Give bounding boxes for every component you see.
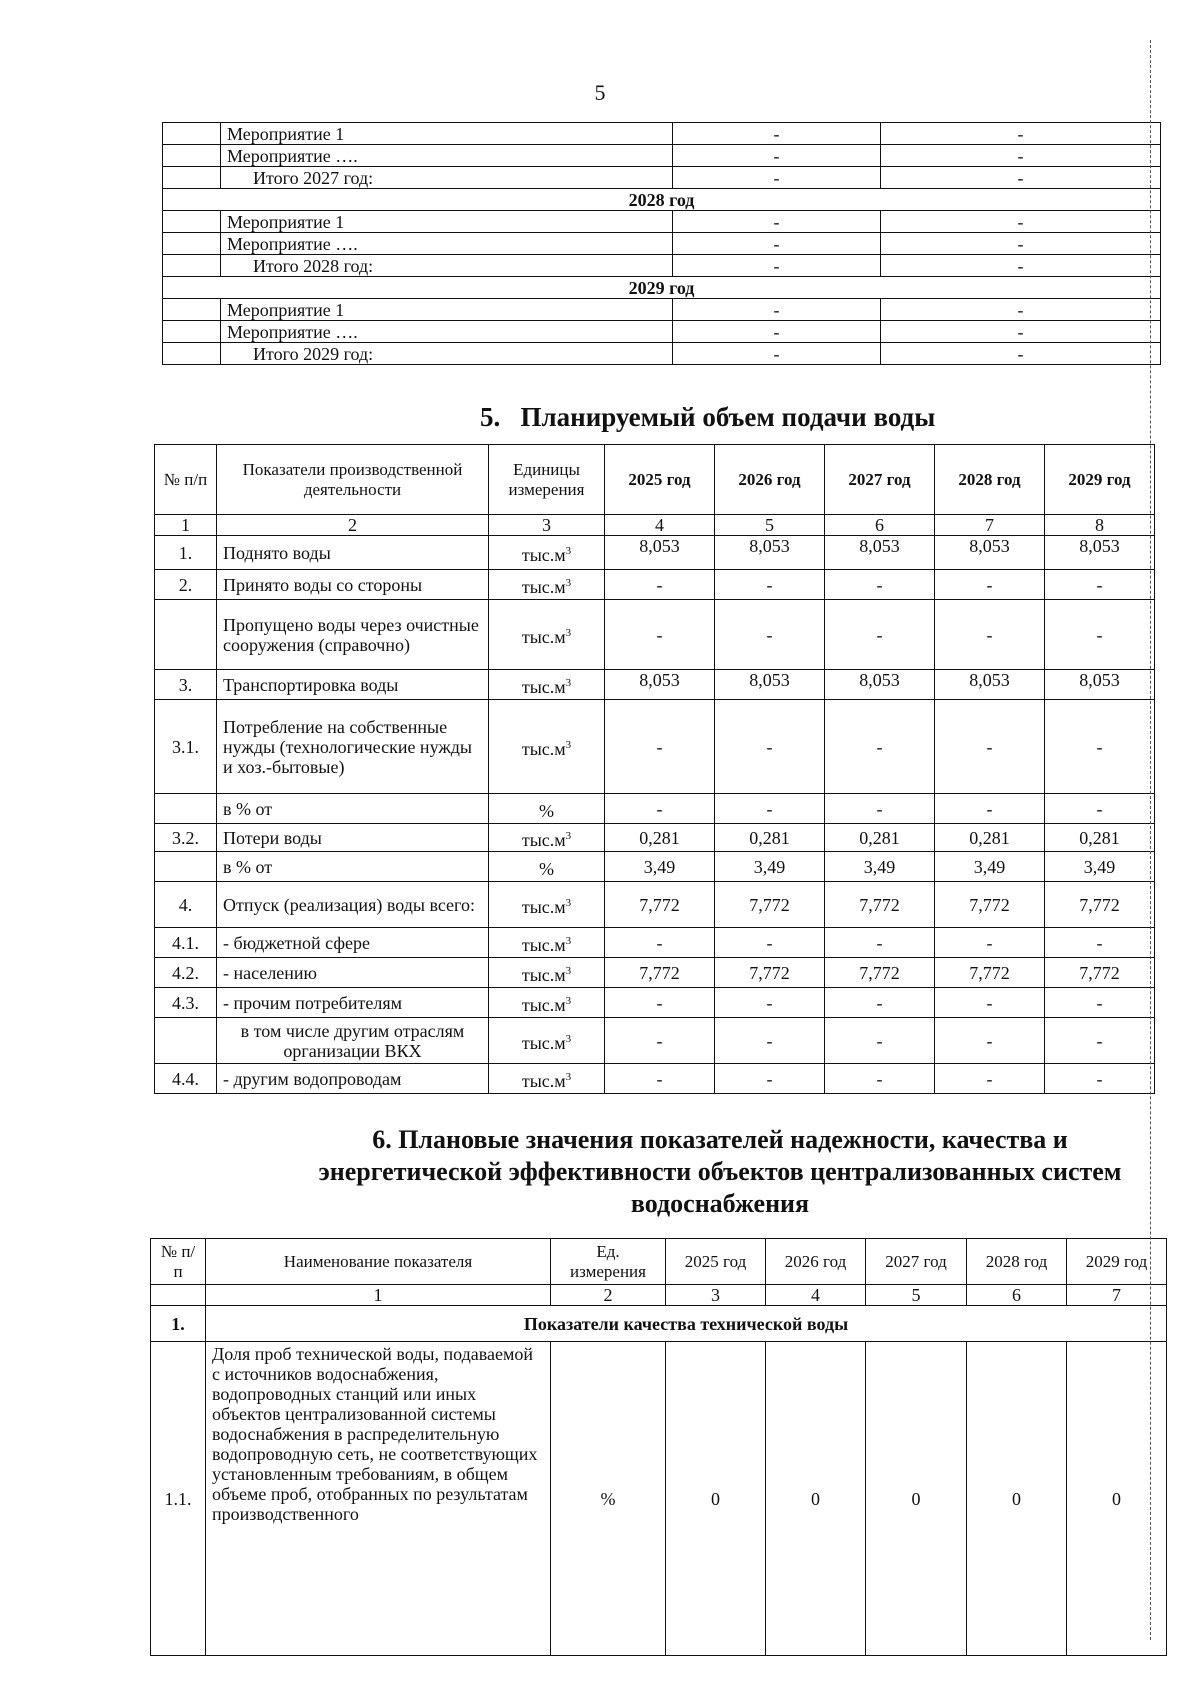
row-value: - [1045, 570, 1155, 600]
row-value: - [935, 570, 1045, 600]
event-row [163, 145, 1161, 167]
row-value: - [715, 794, 825, 824]
header-year: 2025 год [666, 1239, 766, 1285]
indicator-row [155, 700, 1155, 794]
group-num: 1. [151, 1306, 206, 1342]
row-value: 0 [967, 1342, 1067, 1656]
row-unit [489, 928, 605, 958]
col-number: 1 [206, 1285, 551, 1306]
col-number: 7 [1067, 1285, 1167, 1306]
unit-superscript: 3 [565, 626, 572, 639]
unit-text: тыс.м [521, 994, 566, 1015]
row-unit [489, 570, 605, 600]
header-year: 2025 год [605, 445, 715, 515]
col-number: 5 [866, 1285, 967, 1306]
row-value: 8,053 [825, 670, 935, 700]
row-indicator: Доля проб технической воды, подаваемой с источников водоснабжения, водопроводных станций или иных объектов централизованной системы водоснабжения в распределительную водопроводную сеть, не соответствующих установленным требованиям, в общем объеме проб, отобранных по результатам производственного [206, 1342, 551, 1656]
row-value: - [1045, 928, 1155, 958]
row-indicator: Принято воды со стороны [217, 570, 489, 600]
row-value: 3,49 [715, 852, 825, 882]
col-number: 4 [766, 1285, 866, 1306]
row-num: 4.1. [155, 928, 217, 958]
row-indicator: Потери воды [217, 824, 489, 852]
indicator-row [155, 1064, 1155, 1094]
col-number: 2 [551, 1285, 666, 1306]
event-row [163, 233, 1161, 255]
water-supply-table [154, 444, 1155, 1094]
header-year: 2029 год [1067, 1239, 1167, 1285]
unit-text: тыс.м [521, 676, 566, 697]
row-num: 1. [155, 536, 217, 570]
row-value: - [1045, 600, 1155, 670]
row-value: 3,49 [825, 852, 935, 882]
reliability-indicators-table [150, 1238, 1167, 1656]
row-value: - [825, 794, 935, 824]
row-unit [489, 824, 605, 852]
header-year: 2028 год [935, 445, 1045, 515]
row-value: - [605, 600, 715, 670]
event-num [163, 299, 221, 321]
row-value: - [825, 600, 935, 670]
event-value: - [881, 145, 1161, 167]
row-value: 3,49 [935, 852, 1045, 882]
row-value: - [935, 794, 1045, 824]
event-value: - [881, 255, 1161, 277]
row-value: 8,053 [715, 536, 825, 570]
row-value: 8,053 [935, 670, 1045, 700]
row-value: - [935, 700, 1045, 794]
header-num: № п/п [155, 445, 217, 515]
header-indicator: Показатели производственной деятельности [217, 445, 489, 515]
events-table [162, 122, 1161, 365]
row-num: 3.1. [155, 700, 217, 794]
row-value: - [715, 570, 825, 600]
event-value: - [881, 123, 1161, 145]
event-name: Мероприятие 1 [221, 299, 673, 321]
unit-superscript: 3 [565, 994, 572, 1007]
row-unit [489, 988, 605, 1018]
unit-text: тыс.м [521, 738, 566, 759]
row-num [155, 1018, 217, 1064]
event-name: Мероприятие …. [221, 145, 673, 167]
unit-text: тыс.м [521, 576, 566, 597]
row-value: - [605, 1018, 715, 1064]
col-number: 5 [715, 515, 825, 536]
row-value: 8,053 [825, 536, 935, 570]
row-indicator: Транспортировка воды [217, 670, 489, 700]
unit-text: тыс.м [521, 1070, 566, 1091]
row-indicator: - другим водопроводам [217, 1064, 489, 1094]
row-value: 7,772 [825, 958, 935, 988]
events-table-body [163, 123, 1161, 365]
indicator-row [155, 988, 1155, 1018]
col-number: 6 [825, 515, 935, 536]
col-number: 4 [605, 515, 715, 536]
col-number: 3 [666, 1285, 766, 1306]
row-num: 4. [155, 882, 217, 928]
unit-superscript: 3 [565, 676, 572, 689]
unit-superscript: 3 [565, 829, 572, 842]
row-unit [489, 700, 605, 794]
row-value: 0,281 [715, 824, 825, 852]
unit-text: тыс.м [521, 934, 566, 955]
section6-heading: 6. Плановые значения показателей надежности, качества и энергетической эффективности объектов централизованных систем водоснабжения [318, 1125, 1122, 1218]
event-value: - [881, 343, 1161, 365]
unit-text: тыс.м [521, 896, 566, 917]
row-value: 7,772 [605, 958, 715, 988]
row-unit [489, 882, 605, 928]
event-value: - [673, 145, 881, 167]
header-year: 2026 год [715, 445, 825, 515]
col-number: 8 [1045, 515, 1155, 536]
row-value: 7,772 [935, 882, 1045, 928]
row-value: - [935, 1018, 1045, 1064]
row-value: 7,772 [935, 958, 1045, 988]
row-unit [489, 852, 605, 882]
section5-heading [480, 402, 935, 433]
year-row [163, 277, 1161, 299]
row-value: 7,772 [825, 882, 935, 928]
total-label: Итого 2029 год: [221, 343, 673, 365]
section5-title: Планируемый объем подачи воды [520, 402, 936, 432]
indicator-row [155, 928, 1155, 958]
event-row [163, 167, 1161, 189]
header-unit: Ед. измерения [551, 1239, 666, 1285]
event-row [163, 343, 1161, 365]
event-row [163, 321, 1161, 343]
row-value: 0 [666, 1342, 766, 1656]
header-unit: Единицы измерения [489, 445, 605, 515]
col-number: 6 [967, 1285, 1067, 1306]
indicator-row [155, 852, 1155, 882]
event-name: Мероприятие …. [221, 321, 673, 343]
year-row [163, 189, 1161, 211]
row-value: - [605, 1064, 715, 1094]
col-number: 7 [935, 515, 1045, 536]
unit-superscript: 3 [565, 1070, 572, 1083]
event-num [163, 211, 221, 233]
indicator-row [155, 958, 1155, 988]
row-value: - [935, 1064, 1045, 1094]
row-unit [489, 1064, 605, 1094]
row-value: - [825, 700, 935, 794]
row-value: - [1045, 988, 1155, 1018]
row-value: 0,281 [605, 824, 715, 852]
event-name: Мероприятие 1 [221, 123, 673, 145]
row-indicator: - бюджетной сфере [217, 928, 489, 958]
event-num [163, 343, 221, 365]
unit-text: тыс.м [521, 1032, 566, 1053]
row-value: 0 [766, 1342, 866, 1656]
row-value: 0 [1067, 1342, 1167, 1656]
row-value: 8,053 [1045, 670, 1155, 700]
row-value: - [605, 928, 715, 958]
row-value: 7,772 [715, 882, 825, 928]
event-value: - [673, 123, 881, 145]
row-value: - [935, 600, 1045, 670]
row-value: - [825, 1018, 935, 1064]
total-label: Итого 2028 год: [221, 255, 673, 277]
event-value: - [673, 211, 881, 233]
event-num [163, 233, 221, 255]
col-number: 2 [217, 515, 489, 536]
indicator-row [155, 1018, 1155, 1064]
row-value: 3,49 [1045, 852, 1155, 882]
indicator-row [155, 882, 1155, 928]
row-value: - [1045, 700, 1155, 794]
event-value: - [881, 299, 1161, 321]
row-value: - [1045, 1064, 1155, 1094]
total-label: Итого 2027 год: [221, 167, 673, 189]
event-value: - [881, 211, 1161, 233]
header-indicator: Наименование показателя [206, 1239, 551, 1285]
row-value: - [825, 570, 935, 600]
row-num: 2. [155, 570, 217, 600]
row-num: 4.3. [155, 988, 217, 1018]
unit-superscript: 3 [565, 964, 572, 977]
row-num [155, 794, 217, 824]
row-value: 7,772 [715, 958, 825, 988]
unit-superscript: 3 [565, 1032, 572, 1045]
row-value: - [605, 700, 715, 794]
header-year: 2027 год [866, 1239, 967, 1285]
row-unit [489, 794, 605, 824]
row-indicator: Пропущено воды через очистные сооружения (справочно) [217, 600, 489, 670]
row-num [155, 600, 217, 670]
year-label: 2029 год [163, 277, 1161, 299]
row-num: 4.2. [155, 958, 217, 988]
header-year: 2029 год [1045, 445, 1155, 515]
row-value: - [715, 1018, 825, 1064]
row-indicator: - населению [217, 958, 489, 988]
unit-text: % [539, 800, 554, 821]
unit-superscript: 3 [565, 544, 572, 557]
row-indicator: Потребление на собственные нужды (технологические нужды и хоз.-бытовые) [217, 700, 489, 794]
row-value: - [715, 700, 825, 794]
row-value: - [935, 988, 1045, 1018]
row-indicator: в том числе другим отраслям организации ВКХ [217, 1018, 489, 1064]
event-num [163, 321, 221, 343]
indicator-row [155, 570, 1155, 600]
row-value: - [715, 600, 825, 670]
year-label: 2028 год [163, 189, 1161, 211]
event-value: - [881, 233, 1161, 255]
event-row [163, 299, 1161, 321]
header-year: 2026 год [766, 1239, 866, 1285]
row-indicator: в % от [217, 794, 489, 824]
row-value: 8,053 [715, 670, 825, 700]
row-value: - [715, 988, 825, 1018]
row-num: 4.4. [155, 1064, 217, 1094]
row-value: - [605, 570, 715, 600]
unit-text: тыс.м [521, 829, 566, 850]
row-indicator: - прочим потребителям [217, 988, 489, 1018]
row-value: 8,053 [935, 536, 1045, 570]
unit-text: тыс.м [521, 626, 566, 647]
indicator-row [155, 670, 1155, 700]
row-value: 0,281 [825, 824, 935, 852]
row-value: - [715, 928, 825, 958]
row-value: - [715, 1064, 825, 1094]
row-unit [489, 1018, 605, 1064]
row-num: 1.1. [151, 1342, 206, 1656]
event-value: - [673, 233, 881, 255]
unit-superscript: 3 [565, 576, 572, 589]
row-value: 8,053 [605, 670, 715, 700]
row-value: - [1045, 794, 1155, 824]
event-value: - [881, 167, 1161, 189]
header-year: 2027 год [825, 445, 935, 515]
water-supply-table-body [155, 536, 1155, 1094]
event-num [163, 167, 221, 189]
group-title: Показатели качества технической воды [206, 1306, 1167, 1342]
event-row [163, 255, 1161, 277]
indicator-row [155, 600, 1155, 670]
unit-superscript: 3 [565, 738, 572, 751]
row-value: - [605, 988, 715, 1018]
row-unit: % [551, 1342, 666, 1656]
row-value: - [825, 988, 935, 1018]
row-unit [489, 536, 605, 570]
row-value: 7,772 [605, 882, 715, 928]
scan-edge-line [1150, 40, 1151, 1640]
row-value: - [935, 928, 1045, 958]
row-value: 0,281 [935, 824, 1045, 852]
col-number: 1 [155, 515, 217, 536]
row-value: 3,49 [605, 852, 715, 882]
header-year: 2028 год [967, 1239, 1067, 1285]
page-number: 5 [594, 80, 606, 105]
unit-superscript: 3 [565, 934, 572, 947]
row-unit [489, 670, 605, 700]
unit-text: % [539, 858, 554, 879]
event-name: Мероприятие …. [221, 233, 673, 255]
event-name: Мероприятие 1 [221, 211, 673, 233]
unit-superscript: 3 [565, 896, 572, 909]
row-value: 7,772 [1045, 882, 1155, 928]
indicator-row [155, 824, 1155, 852]
event-value: - [881, 321, 1161, 343]
event-value: - [673, 321, 881, 343]
event-row [163, 211, 1161, 233]
row-value: 7,772 [1045, 958, 1155, 988]
indicator-row [155, 536, 1155, 570]
row-indicator: Отпуск (реализация) воды всего: [217, 882, 489, 928]
row-value: - [605, 794, 715, 824]
row-indicator: Поднято воды [217, 536, 489, 570]
row-value: 0 [866, 1342, 967, 1656]
event-value: - [673, 255, 881, 277]
row-value: 8,053 [1045, 536, 1155, 570]
event-value: - [673, 299, 881, 321]
section5-number: 5. [480, 402, 501, 432]
row-num [155, 852, 217, 882]
unit-text: тыс.м [521, 964, 566, 985]
header-num: № п/п [151, 1239, 206, 1285]
row-unit [489, 600, 605, 670]
row-value: - [825, 928, 935, 958]
col-number: 3 [489, 515, 605, 536]
event-value: - [673, 343, 881, 365]
row-value: - [1045, 1018, 1155, 1064]
row-value: 8,053 [605, 536, 715, 570]
row-indicator: в % от [217, 852, 489, 882]
event-num [163, 255, 221, 277]
row-num: 3.2. [155, 824, 217, 852]
indicator-row [155, 794, 1155, 824]
row-value: - [825, 1064, 935, 1094]
event-value: - [673, 167, 881, 189]
row-unit [489, 958, 605, 988]
unit-text: тыс.м [521, 544, 566, 565]
row-value: 0,281 [1045, 824, 1155, 852]
event-num [163, 145, 221, 167]
row-num: 3. [155, 670, 217, 700]
event-row [163, 123, 1161, 145]
event-num [163, 123, 221, 145]
